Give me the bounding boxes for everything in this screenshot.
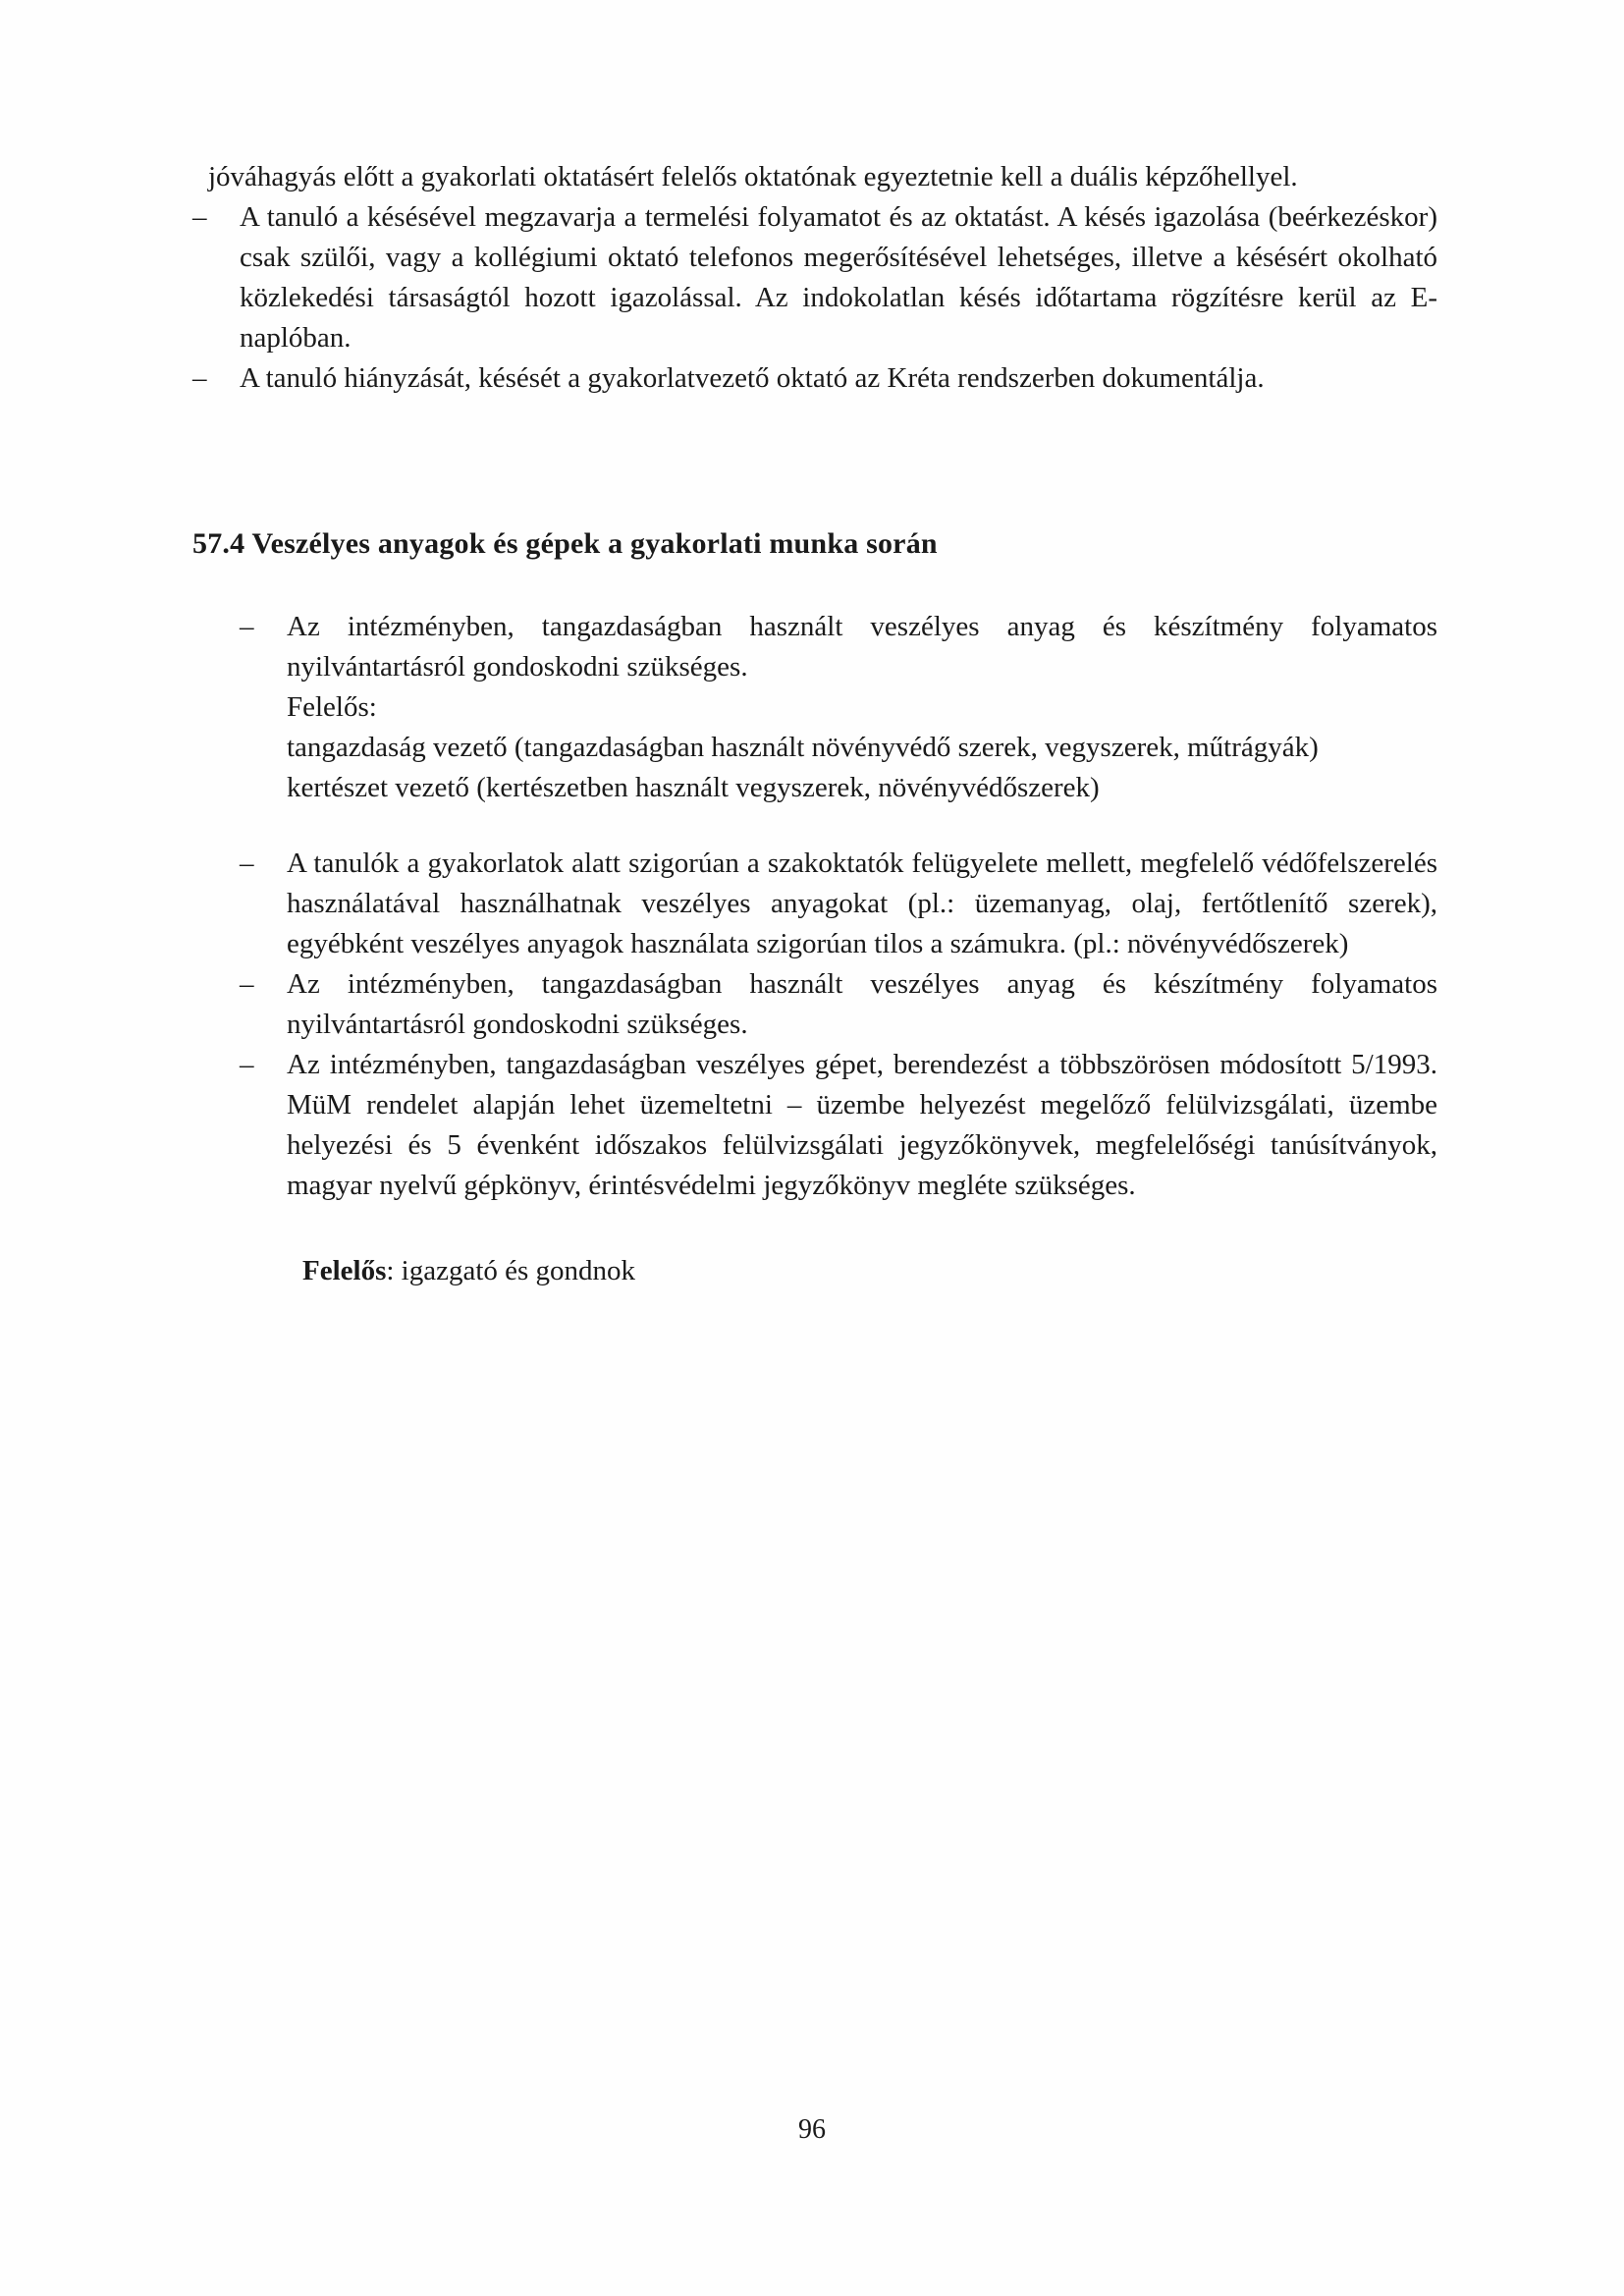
list-item xyxy=(240,1045,1437,1206)
section-title-text: Veszélyes anyagok és gépek a gyakorlati munka során xyxy=(251,527,938,560)
responsible-detail-line: tangazdaság vezető (tangazdaságban használt növényvédő szerek, vegyszerek, műtrágyák) xyxy=(287,732,1319,763)
section-body xyxy=(240,607,1437,1291)
section-number: 57.4 xyxy=(192,527,245,560)
responsible-final-label: Felelős xyxy=(302,1255,387,1286)
page-content xyxy=(192,157,1437,1320)
page-number: 96 xyxy=(798,2114,826,2145)
responsible-label-line: Felelős: xyxy=(287,691,377,723)
responsible-final-value: : igazgató és gondnok xyxy=(386,1255,636,1286)
responsible-final-line xyxy=(302,1251,1437,1291)
bullet-marker: – xyxy=(240,968,254,1000)
bullet-marker: – xyxy=(192,362,207,394)
list-item xyxy=(240,844,1437,964)
responsible-detail-line: kertészet vezető (kertészetben használt vegyszerek, növényvédőszerek) xyxy=(287,772,1100,803)
list-item-text: Az intézményben, tangazdaságban használt veszélyes anyag és készítmény folyamatos nyilvántartásról gondoskodni szükséges. xyxy=(287,611,1437,683)
list-item xyxy=(240,964,1437,1045)
list-item-text: A tanulók a gyakorlatok alatt szigorúan a szakoktatók felügyelete mellett, megfelelő védőfelszerelés használatával használhatnak veszélyes anyagokat (pl.: üzemanyag, olaj, fertőtlenítő szerek), egyébként veszélyes anyagok használata szigorúan tilos a számukra. (pl.: növényvédőszerek) xyxy=(287,847,1437,959)
list-item xyxy=(192,197,1437,358)
vertical-spacer xyxy=(192,399,1437,524)
continuation-paragraph: jóváhagyás előtt a gyakorlati oktatásért felelős oktatónak egyeztetnie kell a duális képzőhellyel. xyxy=(208,161,1298,192)
list-item-text: Az intézményben, tangazdaságban veszélyes gépet, berendezést a többszörösen módosított 5/1993. MüM rendelet alapján lehet üzemeltetni – üzembe helyezést megelőző felülvizsgálati, üzembe helyezési és 5 évenként időszakos felülvizsgálati jegyzőkönyvek, megfelelőségi tanúsítványok, magyar nyelvű gépkönyv, érintésvédelmi jegyzőkönyv megléte szükséges. xyxy=(287,1049,1437,1201)
vertical-spacer xyxy=(240,808,1437,844)
list-item-text: A tanuló hiányzását, késését a gyakorlatvezető oktató az Kréta rendszerben dokumentálja. xyxy=(240,362,1265,394)
list-item-text: A tanuló a késésével megzavarja a termelési folyamatot és az oktatást. A késés igazolása (beérkezéskor) csak szülői, vagy a kollégiumi oktató telefonos megerősítésével lehetséges, illetve a késésért okolható közlekedési társaságtól hozott igazolással. Az indokolatlan késés időtartama rögzítésre kerül az E-naplóban. xyxy=(240,201,1437,354)
bullet-marker: – xyxy=(240,1049,254,1080)
list-item xyxy=(192,358,1437,399)
section-heading xyxy=(192,524,1437,564)
list-item xyxy=(240,607,1437,808)
bullet-marker: – xyxy=(240,611,254,642)
bullet-marker: – xyxy=(240,847,254,879)
list-item-text: Az intézményben, tangazdaságban használt veszélyes anyag és készítmény folyamatos nyilvántartásról gondoskodni szükséges. xyxy=(287,968,1437,1040)
bullet-marker: – xyxy=(192,201,207,233)
